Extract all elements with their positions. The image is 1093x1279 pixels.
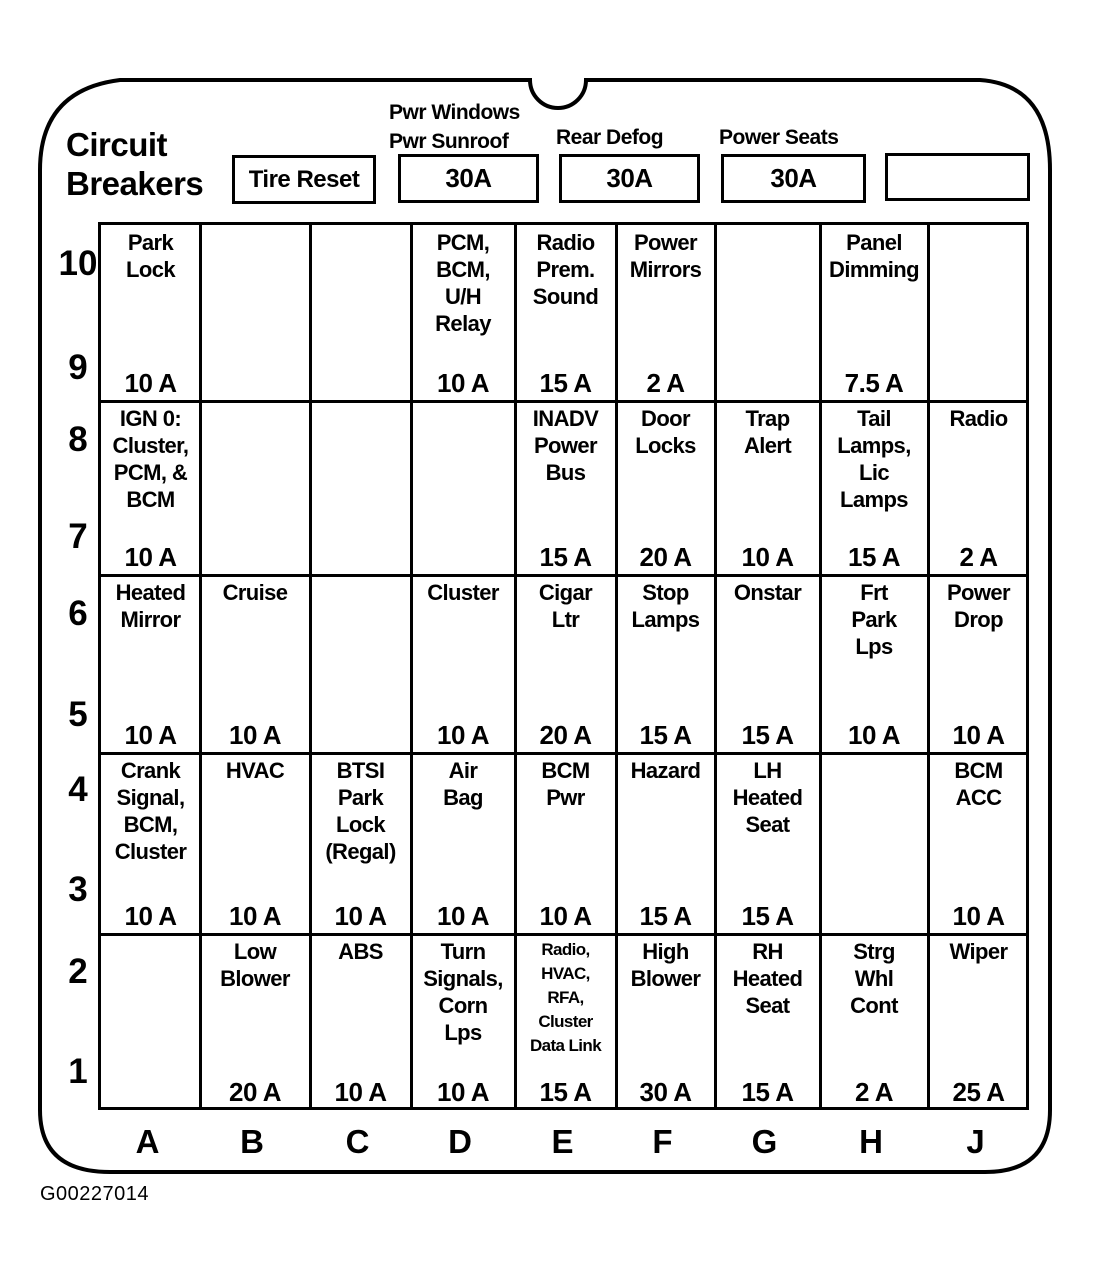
- fuse-cell: [820, 575, 928, 753]
- grid-column-divider: [615, 225, 618, 1107]
- fuse-cell: [411, 401, 515, 575]
- fuse-name: Frt Park Lps: [851, 580, 897, 659]
- fuse-name: Power Mirrors: [629, 230, 702, 282]
- fuse-cell: [200, 934, 310, 1110]
- fuse-grid: [98, 222, 1029, 1110]
- breaker-seats: 30A: [721, 154, 866, 203]
- fuse-amperage: 10 A: [334, 901, 387, 931]
- fuse-amperage: 15 A: [639, 901, 692, 931]
- column-letter: G: [751, 1123, 778, 1160]
- grid-column-divider: [819, 225, 822, 1107]
- row-number: 5: [68, 695, 88, 734]
- fuse-cell: [515, 575, 616, 753]
- fuse-name: Park Lock: [126, 230, 175, 282]
- row-number: 10: [58, 244, 98, 283]
- fuse-amperage: 10 A: [848, 720, 900, 750]
- fuse-cell: [715, 934, 820, 1110]
- fuse-cell: [411, 575, 515, 753]
- fuse-name: Cruise: [222, 580, 288, 605]
- fuse-name: Hazard: [630, 758, 701, 783]
- fuse-amperage: 10 A: [437, 1077, 489, 1107]
- fuse-name: Strg Whl Cont: [850, 939, 898, 1018]
- fuse-cell: [715, 401, 820, 575]
- breaker-label-seats: Power Seats: [719, 126, 839, 149]
- fuse-name: Stop Lamps: [631, 580, 700, 632]
- fuse-cell: [616, 575, 715, 753]
- fuse-amperage: 15 A: [848, 542, 900, 572]
- fuse-name: BTSI Park Lock (Regal): [325, 758, 396, 864]
- breaker-label-windows: Pwr Windows Pwr Sunroof: [389, 101, 520, 153]
- fuse-amperage: 15 A: [539, 542, 592, 572]
- fuse-cell: [411, 934, 515, 1110]
- fuse-amperage: 10 A: [437, 720, 489, 750]
- fuse-name: Panel Dimming: [829, 230, 919, 282]
- row-number: 1: [68, 1052, 88, 1091]
- fuse-name: Heated Mirror: [115, 580, 186, 632]
- fuse-cell: [411, 225, 515, 401]
- column-letter: A: [135, 1123, 160, 1160]
- fuse-amperage: 30 A: [639, 1077, 692, 1107]
- fuse-cell: [101, 753, 200, 934]
- fuse-cell: [616, 401, 715, 575]
- grid-column-divider: [410, 225, 413, 1107]
- fuse-amperage: 10 A: [124, 901, 177, 931]
- figure-id: G00227014: [40, 1183, 150, 1205]
- column-letter: H: [859, 1123, 883, 1160]
- fuse-cell: [616, 753, 715, 934]
- grid-column-divider: [309, 225, 312, 1107]
- fuse-name: INADV Power Bus: [532, 406, 599, 485]
- fuse-cell: [820, 401, 928, 575]
- column-letter: C: [345, 1123, 370, 1160]
- fuse-amperage: 7.5 A: [844, 368, 904, 398]
- fuse-cell: [820, 753, 928, 934]
- fuse-cell: [820, 225, 928, 401]
- row-number: 9: [68, 348, 88, 387]
- fuse-amperage: 15 A: [539, 1077, 592, 1107]
- fuse-name: Power Drop: [946, 580, 1011, 632]
- fuse-cell: [310, 575, 411, 753]
- fuse-name: ABS: [338, 939, 383, 964]
- fuse-amperage: 10 A: [741, 542, 794, 572]
- fuse-cell: [310, 401, 411, 575]
- grid-column-divider: [927, 225, 930, 1107]
- fuse-name: Low Blower: [220, 939, 290, 991]
- fuse-cell: [715, 225, 820, 401]
- fuse-name: High Blower: [630, 939, 701, 991]
- breaker-windows: 30A: [398, 154, 539, 203]
- grid-column-divider: [714, 225, 717, 1107]
- breaker-label-defog: Rear Defog: [556, 126, 664, 149]
- fuse-name: Air Bag: [443, 758, 483, 810]
- fuse-name: Radio, HVAC, RFA, Cluster Data Link: [529, 940, 602, 1055]
- fuse-cell: [928, 225, 1029, 401]
- fuse-name: Wiper: [949, 939, 1008, 964]
- fuse-name: Door Locks: [635, 406, 696, 458]
- row-number: 3: [68, 870, 88, 909]
- fuse-cell: [616, 225, 715, 401]
- fuse-amperage: 20 A: [639, 542, 692, 572]
- fuse-cell: [715, 575, 820, 753]
- grid-row-divider: [101, 752, 1026, 755]
- fuse-amperage: 10 A: [334, 1077, 387, 1107]
- fuse-amperage: 25 A: [952, 1077, 1005, 1107]
- fuse-name: PCM, BCM, U/H Relay: [435, 230, 491, 336]
- fuse-amperage: 10 A: [229, 720, 281, 750]
- fuse-amperage: 10 A: [229, 901, 281, 931]
- fuse-cell: [715, 753, 820, 934]
- fuse-cell: [515, 401, 616, 575]
- column-letter: J: [966, 1123, 985, 1160]
- fuse-cell: [310, 753, 411, 934]
- grid-row-divider: [101, 933, 1026, 936]
- row-number: 6: [68, 594, 88, 633]
- fuse-cell: [515, 934, 616, 1110]
- fuse-cell: [928, 934, 1029, 1110]
- fuse-cell: [101, 225, 200, 401]
- fuse-cell: [411, 753, 515, 934]
- row-number: 4: [68, 770, 88, 809]
- fuse-name: IGN 0: Cluster, PCM, & BCM: [112, 406, 189, 512]
- fuse-amperage: 2 A: [646, 368, 685, 398]
- fuse-name: Onstar: [733, 580, 802, 605]
- fuse-cell: [200, 575, 310, 753]
- fuse-amperage: 15 A: [741, 901, 794, 931]
- fuse-amperage: 10 A: [124, 368, 177, 398]
- fuse-cell: [928, 753, 1029, 934]
- fuse-amperage: 10 A: [124, 720, 177, 750]
- fuse-name: LH Heated Seat: [732, 758, 803, 837]
- fuse-name: Radio: [949, 406, 1008, 431]
- fuse-cell: [616, 934, 715, 1110]
- column-letter: F: [652, 1123, 673, 1160]
- fuse-cell: [101, 575, 200, 753]
- fuse-amperage: 15 A: [539, 368, 592, 398]
- fuse-amperage: 10 A: [437, 901, 489, 931]
- fuse-amperage: 20 A: [539, 720, 592, 750]
- row-number: 8: [68, 420, 88, 459]
- fuse-amperage: 10 A: [437, 368, 489, 398]
- fuse-amperage: 15 A: [741, 720, 794, 750]
- fuse-amperage: 15 A: [639, 720, 692, 750]
- fuse-cell: [101, 401, 200, 575]
- breaker-defog: 30A: [559, 154, 700, 203]
- grid-column-divider: [199, 225, 202, 1107]
- fuse-amperage: 20 A: [229, 1077, 281, 1107]
- fuse-cell: [310, 225, 411, 401]
- fuse-cell: [515, 753, 616, 934]
- fuse-cell: [820, 934, 928, 1110]
- breaker-empty: [885, 153, 1030, 201]
- fuse-amperage: 10 A: [124, 542, 177, 572]
- title-breakers: Breakers: [66, 165, 204, 202]
- fuse-name: Radio Prem. Sound: [532, 230, 599, 309]
- column-letter: B: [240, 1123, 264, 1160]
- column-letter: E: [551, 1123, 574, 1160]
- fuse-cell: [200, 401, 310, 575]
- fuse-amperage: 2 A: [959, 542, 998, 572]
- fuse-amperage: 2 A: [855, 1077, 893, 1107]
- fuse-name: BCM Pwr: [541, 758, 590, 810]
- fuse-cell: [200, 225, 310, 401]
- fuse-name: Crank Signal, BCM, Cluster: [114, 758, 187, 864]
- fuse-cell: [928, 575, 1029, 753]
- grid-column-divider: [514, 225, 517, 1107]
- grid-row-divider: [101, 574, 1026, 577]
- fuse-name: Cigar Ltr: [538, 580, 593, 632]
- grid-row-divider: [101, 400, 1026, 403]
- fuse-cell: [200, 753, 310, 934]
- fuse-amperage: 10 A: [952, 720, 1005, 750]
- fuse-name: HVAC: [225, 758, 285, 783]
- row-number: 7: [68, 517, 88, 556]
- column-letter: D: [448, 1123, 472, 1160]
- fuse-name: Turn Signals, Corn Lps: [423, 939, 503, 1045]
- fuse-cell: [101, 934, 200, 1110]
- fuse-name: BCM ACC: [954, 758, 1003, 810]
- breaker-tire-reset: Tire Reset: [232, 155, 376, 204]
- fuse-name: RH Heated Seat: [732, 939, 803, 1018]
- row-number: 2: [68, 952, 88, 991]
- title-circuit: Circuit: [66, 126, 168, 163]
- fuse-amperage: 15 A: [741, 1077, 794, 1107]
- fuse-cell: [928, 401, 1029, 575]
- fuse-name: Tail Lamps, Lic Lamps: [837, 406, 911, 512]
- fuse-amperage: 10 A: [539, 901, 592, 931]
- fuse-amperage: 10 A: [952, 901, 1005, 931]
- fuse-name: Cluster: [427, 580, 499, 605]
- fuse-cell: [515, 225, 616, 401]
- fuse-cell: [310, 934, 411, 1110]
- fuse-name: Trap Alert: [743, 406, 792, 458]
